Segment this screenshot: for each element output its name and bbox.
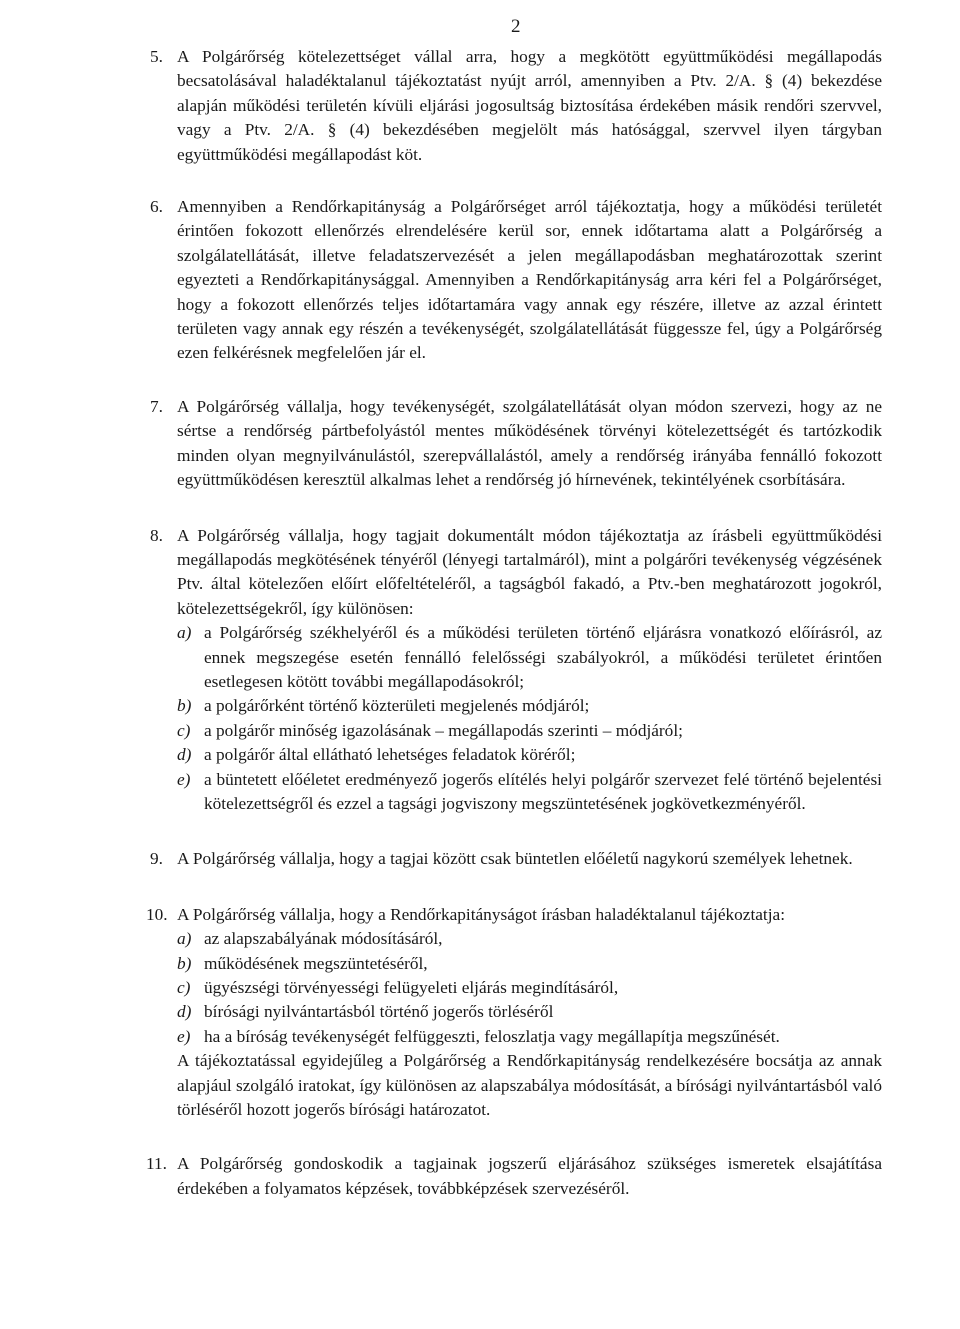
sub-item <box>177 719 882 743</box>
clause-text: A Polgárőrség gondoskodik a tagjainak jogszerű eljárásához szükséges ismeretek elsajátítása érdekében a folyamatos képzések, továbbképzések szervezéséről. <box>177 1154 882 1198</box>
clause-number: 7. <box>150 396 163 416</box>
clause-text: Amennyiben a Rendőrkapitányság a Polgárőrséget arról tájékoztatja, hogy a működési területét érintően fokozott ellenőrzés elrendelésére kerül sor, ennek időtartama alatt a Polgárőrség a szolgálatellátását, illetve feladatszervezését a jelen megállapodásban meghatározottak szerint egyezteti a Rendőrkapitánysággal. Amennyiben a Rendőrkapitányság arra kéri fel a Polgárőrséget, hogy a fokozott ellenőrzés teljes időtartamára vagy annak egy részére, illetve az azzal érintett területen vagy annak egy részén a tevékenységét, szolgálatellátását függessze fel, úgy a Polgárőrség ezen felkérésnek megfelelően jár el. <box>177 197 882 363</box>
clause-number: 6. <box>150 197 163 217</box>
sub-letter: e) <box>177 1026 191 1046</box>
clause-text: A Polgárőrség kötelezettséget vállal arra, hogy a megkötött együttműködési megállapodás becsatolásával haladéktalanul tájékoztatást nyújt arról, amennyiben a Ptv. 2/A. § (4) bekezdése alapján működési területén kívüli eljárási jogosultság biztosítása érdekében másik rendőri szervvel, vagy a Ptv. 2/A. § (4) bekezdésében megjelölt más hatósággal, szervvel ilyen tárgyban együttműködési megállapodást köt. <box>177 47 882 164</box>
clause-6 <box>150 195 882 366</box>
sub-list <box>177 621 882 816</box>
sub-list <box>177 927 882 1049</box>
sub-item <box>177 952 882 976</box>
clause-text: A Polgárőrség vállalja, hogy tevékenységét, szolgálatellátását olyan módon szervezi, hogy az ne sértse a rendőrség pártbefolyástól mentes működésének törvényi kötelezettségét és tartózkodik minden olyan megnyilvánulástól, szerepvállalástól, amely a rendőrség irányába fennálló fokozott együttműködésen keresztül alkalmas lehet a rendőrség jó hírnevének, tekintélyének csorbítására. <box>177 396 882 490</box>
clause-text: A Polgárőrség vállalja, hogy a tagjai között csak büntetlen előéletű nagykorú személyek lehetnek. <box>177 849 853 869</box>
clause-text: A Polgárőrség vállalja, hogy a Rendőrkapitányságot írásban haladéktalanul tájékoztatja: <box>177 904 786 924</box>
clause-number: 9. <box>150 849 163 869</box>
clause-9 <box>150 847 882 871</box>
sub-letter: a) <box>177 623 192 643</box>
sub-text: bírósági nyilvántartásból történő jogerős törléséről <box>204 1002 554 1022</box>
sub-letter: a) <box>177 929 192 949</box>
sub-text: a polgárőrként történő közterületi megjelenés módjáról; <box>204 696 590 716</box>
clause-10 <box>146 903 882 1123</box>
clause-text: A Polgárőrség vállalja, hogy tagjait dokumentált módon tájékoztatja az írásbeli együttműködési megállapodás megkötésének tényéről (lényegi tartalmáról), mint a polgárőri tevékenység végzésének Ptv. által kötelezően előírt előfeltételéről, a tagságból fakadó, a Ptv.-ben meghatározott jogokról, kötelezettségekről, így különösen: <box>177 525 882 618</box>
sub-text: a Polgárőrség székhelyéről és a működési területen történő eljárásra vonatkozó előírásról, az ennek megszegése esetén fennálló felelősségi szabályokról, a működési területet érintően esetlegesen kötött további megállapodásokról; <box>204 623 882 691</box>
sub-item <box>177 621 882 694</box>
sub-text: ha a bíróság tevékenységét felfüggeszti, feloszlatja vagy megállapítja megszűnését. <box>204 1026 780 1046</box>
clause-number: 11. <box>146 1154 167 1174</box>
clause-5 <box>150 45 882 167</box>
sub-letter: c) <box>177 720 191 740</box>
clause-11 <box>146 1152 882 1201</box>
sub-item <box>177 927 882 951</box>
sub-item <box>177 768 882 817</box>
sub-letter: d) <box>177 1002 192 1022</box>
sub-letter: b) <box>177 953 192 973</box>
clause-followup-text: A tájékoztatással egyidejűleg a Polgárőrség a Rendőrkapitányság rendelkezésére bocsátja az annak alapjául szolgáló iratokat, így különösen az alapszabálya módosítását, a bírósági nyilvántartásból való törléséről hozott jogerős bírósági határozatot. <box>177 1051 882 1120</box>
clause-7 <box>150 395 882 493</box>
document-body <box>146 45 882 1226</box>
clause-number: 5. <box>150 47 163 66</box>
sub-letter: c) <box>177 978 191 997</box>
clause-number: 8. <box>150 525 163 545</box>
sub-text: működésének megszüntetéséről, <box>204 953 428 973</box>
sub-item <box>177 976 882 1000</box>
sub-letter: e) <box>177 769 191 789</box>
sub-item <box>177 1000 882 1024</box>
clause-number: 10. <box>146 904 168 924</box>
sub-item <box>177 694 882 718</box>
sub-item <box>177 743 882 767</box>
sub-text: az alapszabályának módosításáról, <box>204 929 443 949</box>
sub-item <box>177 1025 882 1049</box>
sub-text: a polgárőr által ellátható lehetséges feladatok köréről; <box>204 745 576 765</box>
clause-8 <box>150 524 882 817</box>
page-number: 2 <box>511 16 521 37</box>
sub-text: a polgárőr minőség igazolásának – megállapodás szerinti – módjáról; <box>204 720 683 740</box>
sub-text: a büntetett előéletet eredményező jogerős elítélés helyi polgárőr szervezet felé történő bejelentési kötelezettségről és ezzel a tagsági jogviszony megszüntetésének jogkövetkezményéről. <box>204 769 882 813</box>
sub-text: ügyészségi törvényességi felügyeleti eljárás megindításáról, <box>204 978 619 997</box>
sub-letter: b) <box>177 696 192 716</box>
sub-letter: d) <box>177 745 192 765</box>
